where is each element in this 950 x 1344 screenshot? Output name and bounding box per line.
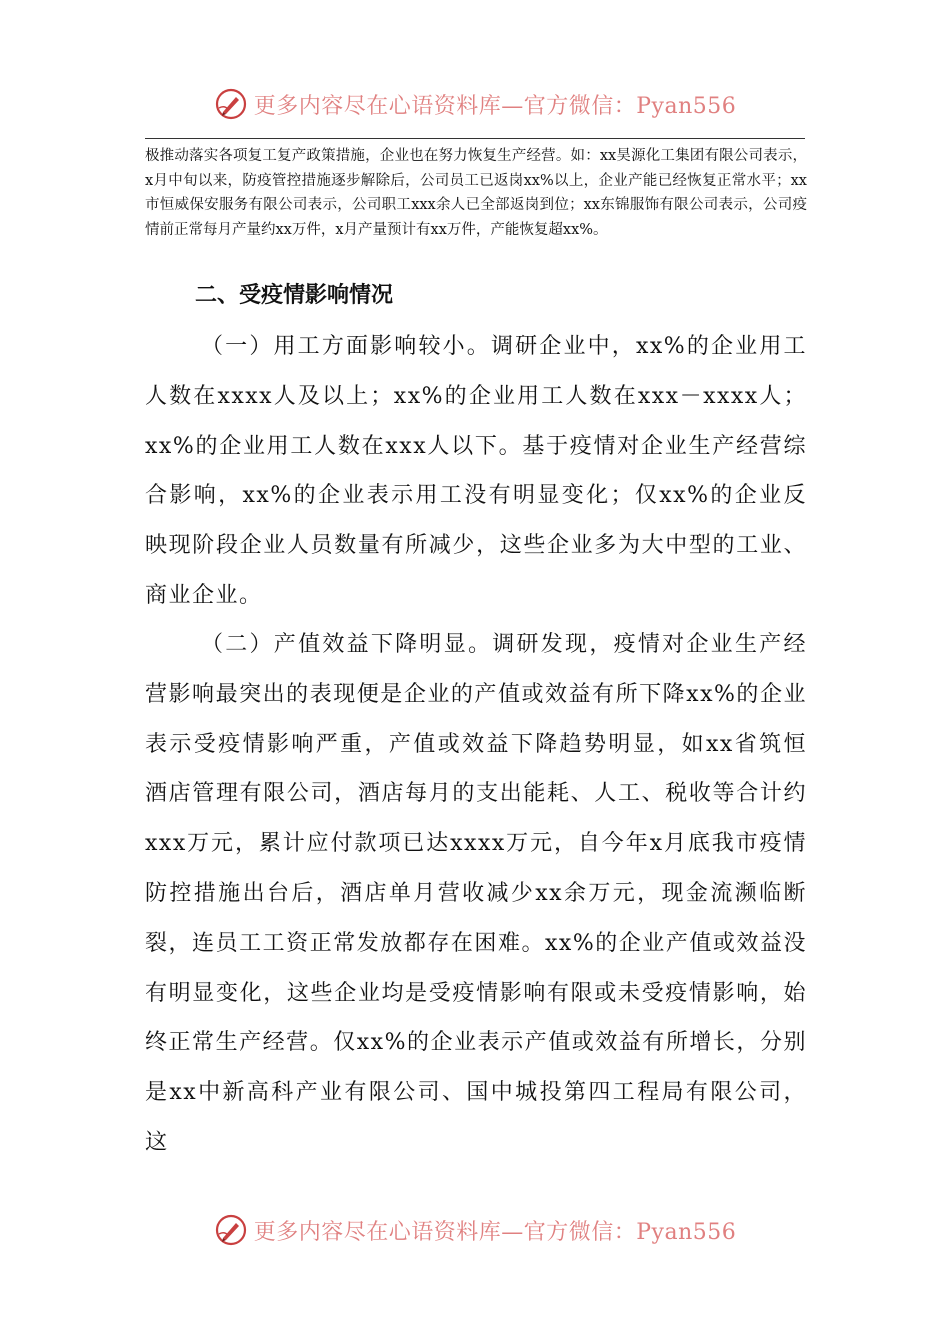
header-divider	[145, 138, 805, 139]
header-watermark-text: 更多内容尽在心语资料库—官方微信：Pyan556	[253, 93, 737, 119]
header-watermark	[0, 84, 950, 124]
footer-watermark	[0, 1210, 950, 1250]
section-heading: 二、受疫情影响情况	[195, 283, 394, 308]
paragraph-employment: （一）用工方面影响较小。调研企业中，xx%的企业用工人数在xxxx人及以上；xx%的企业用工人数在xxx－xxxx人；xx%的企业用工人数在xxx人以下。基于疫情对企业生产经营综合影响，xx%的企业表示用工没有明显变化；仅xx%的企业反映现阶段企业人员数量有所减少，这些企业多为大中型的工业、商业企业。	[145, 334, 807, 608]
intro-paragraph: 极推动落实各项复工复产政策措施，企业也在努力恢复生产经营。如：xx昊源化工集团有限公司表示，x月中旬以来，防疫管控措施逐步解除后，公司员工已返岗xx%以上，企业产能已经恢复正常水平；xx市恒威保安服务有限公司表示，公司职工xxx余人已全部返岗到位；xx东锦服饰有限公司表示，公司疫情前正常每月产量约xx万件，x月产量预计有xx万件，产能恢复超xx%。	[145, 148, 807, 238]
header-watermark-group	[214, 87, 737, 121]
footer-watermark-text: 更多内容尽在心语资料库—官方微信：Pyan556	[253, 1219, 737, 1245]
pen-nib-icon	[214, 87, 248, 121]
footer-watermark-group	[214, 1213, 737, 1247]
paragraph-output-benefit: （二）产值效益下降明显。调研发现，疫情对企业生产经营影响最突出的表现便是企业的产值或效益有所下降xx%的企业表示受疫情影响严重，产值或效益下降趋势明显，如xx省筑恒酒店管理有限公司，酒店每月的支出能耗、人工、税收等合计约xxx万元，累计应付款项已达xxxx万元，自今年x月底我市疫情防控措施出台后，酒店单月营收减少xx余万元，现金流濒临断裂，连员工工资正常发放都存在困难。xx%的企业产值或效益没有明显变化，这些企业均是受疫情影响有限或未受疫情影响，始终正常生产经营。仅xx%的企业表示产值或效益有所增长，分别是xx中新高科产业有限公司、国中城投第四工程局有限公司，这	[145, 632, 807, 1155]
pen-nib-icon	[214, 1213, 248, 1247]
